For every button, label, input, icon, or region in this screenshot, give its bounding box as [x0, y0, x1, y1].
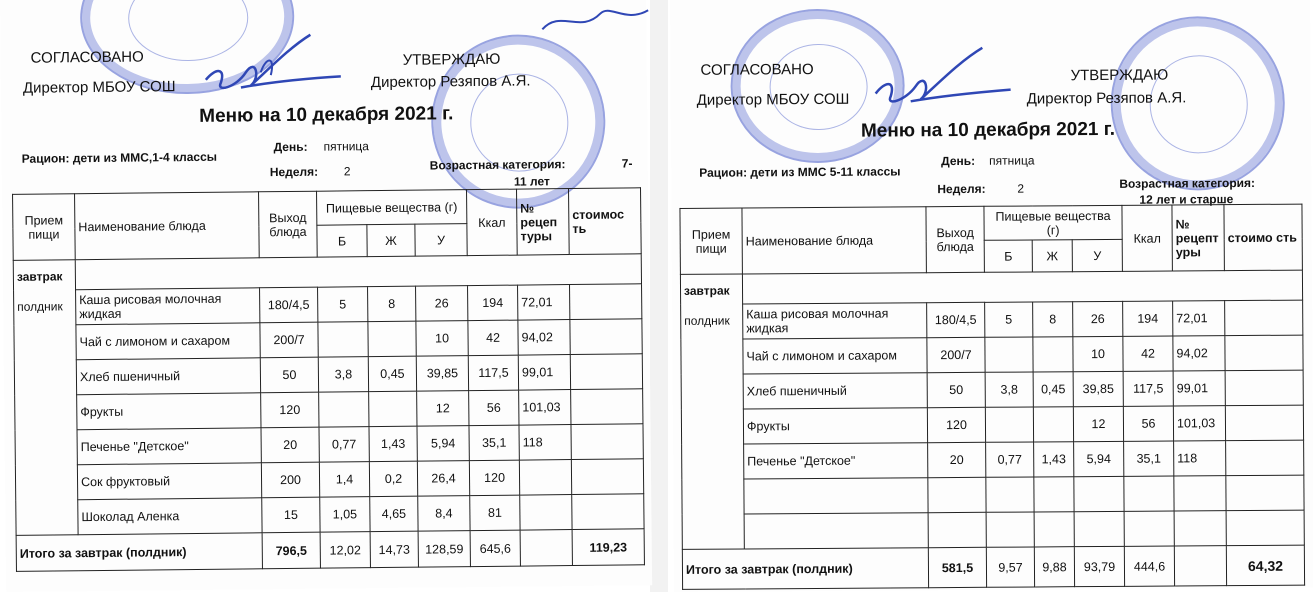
header-dish: Наименование блюда [75, 192, 260, 260]
table-row: Каша рисовая молочная жидкая 180/4,5 5 8 26 194 72,01 [14, 284, 642, 326]
header-meal: Прием пищи [680, 208, 742, 274]
day-value: пятница [323, 139, 369, 154]
sheet-gap [650, 0, 668, 592]
menu-sheet-right [670, 0, 1313, 592]
total-row: Итого за завтрак (полдник) 796,5 12,02 14,73 128,59 645,6 119,23 [16, 529, 644, 572]
director-label: Директор МБОУ СОШ [22, 78, 176, 97]
header-dish: Наименование блюда [742, 207, 926, 274]
confirm-label: УТВЕРЖДАЮ [1070, 66, 1169, 85]
signature-icon [200, 26, 351, 98]
header-zh: Ж [1032, 240, 1072, 272]
meal-cell [13, 260, 78, 536]
director-name: Директор Резяпов А.Я. [370, 72, 531, 92]
header-yield: Выход блюда [259, 191, 318, 258]
header-b: Б [984, 240, 1032, 272]
signature-icon [540, 0, 650, 39]
age-value-2: 12 лет и старше [1139, 192, 1234, 207]
approved-label: СОГЛАСОВАНО [700, 60, 814, 79]
week-value: 2 [1017, 181, 1025, 196]
header-recipe: № рецепт уры [1172, 205, 1224, 271]
table-row [682, 510, 1304, 549]
page-title: Меню на 10 декабря 2021 г. [199, 103, 454, 127]
menu-table [12, 187, 645, 572]
director-name: Директор Резяпов А.Я. [1026, 89, 1187, 108]
age-label: Возрастная категория: [429, 157, 566, 173]
approved-label: СОГЛАСОВАНО [30, 48, 144, 67]
age-value-2: 11 лет [513, 174, 550, 189]
table-row: Хлеб пшеничный 50 3,8 0,45 39,85 117,5 99,01 [681, 370, 1303, 409]
header-nutrients: Пищевые вещества (г) [317, 190, 467, 226]
header-recipe: № рецеп туры [517, 189, 570, 256]
section-blank [742, 270, 1302, 304]
header-u: У [1072, 239, 1122, 271]
header-b: Б [317, 225, 367, 258]
day-label: День: [273, 139, 308, 155]
age-value: 7- [621, 156, 633, 171]
table-row: Фрукты 120 12 56 101,03 [15, 389, 643, 431]
day-label: День: [941, 153, 976, 169]
signature-icon [870, 38, 1020, 109]
meal-breakfast: завтрак [16, 269, 63, 284]
day-value: пятница [989, 153, 1035, 168]
header-cost: стоимо сть [1224, 204, 1302, 271]
total-row: Итого за завтрак (полдник) 581,5 9,57 9,88 93,79 444,6 64,32 [682, 545, 1304, 589]
menu-table [679, 204, 1305, 590]
age-label: Возрастная категория: [1119, 175, 1256, 191]
table-row: Шоколад Аленка 15 1,05 4,65 8,4 81 [16, 494, 644, 536]
header-kcal: Ккал [1122, 205, 1172, 271]
week-value: 2 [343, 164, 351, 179]
header-yield: Выход блюда [926, 206, 984, 272]
ration-label: Рацион: дети из ММС,1-4 классы [21, 149, 218, 166]
table-row: Печенье "Детское" 20 0,77 1,43 5,94 35,1 118 [682, 440, 1304, 479]
table-row: Сок фруктовый 200 1,4 0,2 26,4 120 [15, 459, 643, 501]
ration-label: Рацион: дети из ММС 5-11 классы [699, 164, 901, 180]
table-row: Чай с лимоном и сахаром 200/7 10 42 94,02 [681, 335, 1303, 374]
header-meal: Прием пищи [13, 194, 76, 261]
header-zh: Ж [367, 224, 415, 257]
meal-snack: полдник [684, 313, 730, 328]
table-row: Хлеб пшеничный 50 3,8 0,45 39,85 117,5 99,01 [14, 354, 642, 396]
table-row: Фрукты 120 12 56 101,03 [681, 405, 1303, 444]
header-kcal: Ккал [467, 189, 518, 256]
confirm-label: УТВЕРЖДАЮ [402, 50, 501, 69]
table-row: Печенье "Детское" 20 0,77 1,43 5,94 35,1 118 [15, 424, 643, 466]
header-nutrients: Пищевые вещества (г) [984, 205, 1122, 240]
table-row: Каша рисовая молочная жидкая 180/4,5 5 8 26 194 72,01 [681, 300, 1303, 339]
page-title: Меню на 10 декабря 2021 г. [860, 118, 1116, 142]
header-cost: стоимос ть [569, 188, 642, 255]
week-label: Неделя: [269, 164, 319, 180]
week-label: Неделя: [937, 181, 986, 197]
table-row [682, 475, 1304, 514]
meal-breakfast: завтрак [683, 283, 730, 298]
meal-snack: полдник [17, 299, 63, 314]
table-row: Чай с лимоном и сахаром 200/7 10 42 94,02 [14, 319, 642, 361]
meal-cell [680, 274, 744, 549]
header-u: У [415, 224, 467, 257]
menu-sheet-left [0, 0, 652, 592]
director-label: Директор МБОУ СОШ [696, 90, 850, 109]
